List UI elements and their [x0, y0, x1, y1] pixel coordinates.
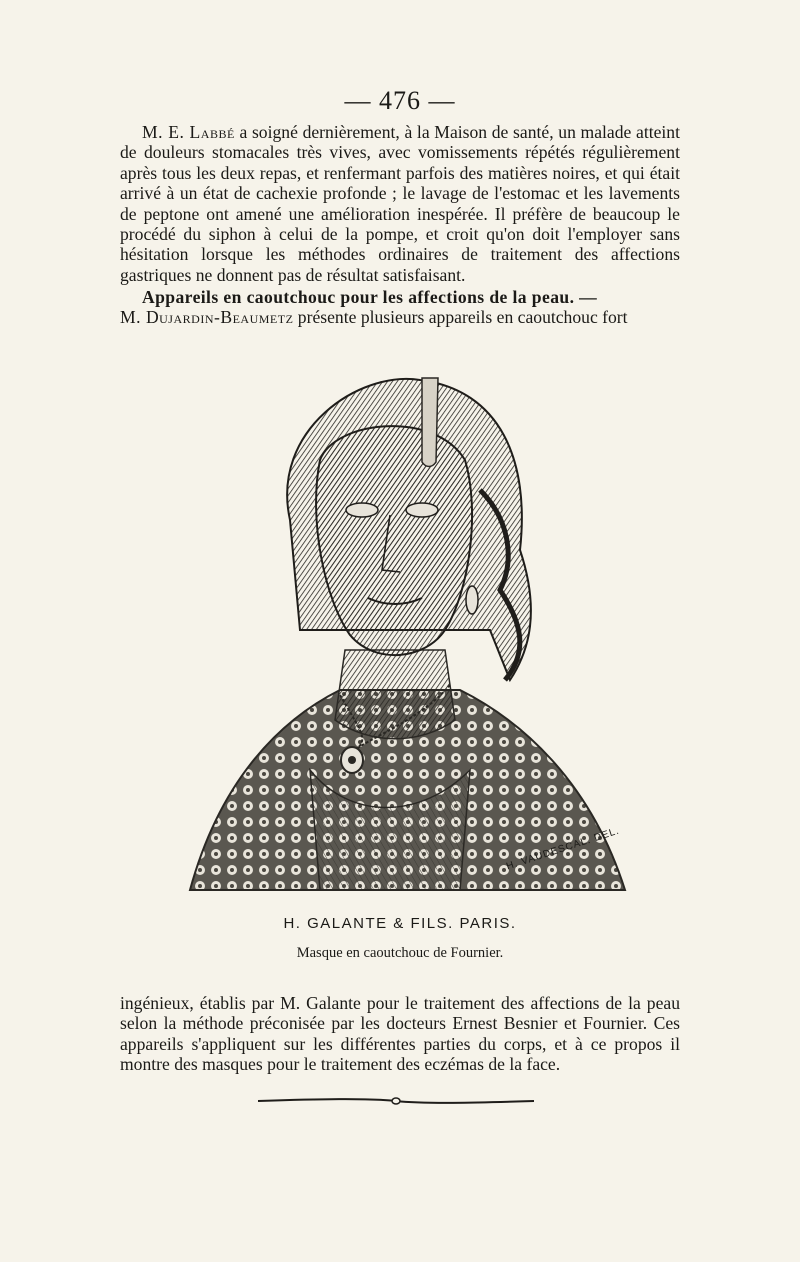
engraver-signature: H. VAUDESCAL. DEL.	[505, 825, 622, 873]
paragraph-labbe-text: a soigné dernièrement, à la Maison de santé, un malade atteint de douleurs stomacales très vives, avec vomissements répétés régulièrement après tous les deux repas, et renfermant parfois des matières noires, et qui était arrivé à un état de cachexie profonde ; le lavage de l'estomac et les lavements de peptone ont amené une amélioration inespérée. Il préfère de beaucoup le procédé du siphon à celui de la pompe, et croit qu'on doit l'employer sans hésitation lorsque les méthodes ordinaires de traitement des affections gastriques ne donnent pas de résultat satisfaisant.	[120, 122, 680, 285]
engraving-rubber-mask-portrait	[160, 350, 640, 925]
author-labbe: M. E. Labbé	[142, 122, 235, 142]
author-dujardin-beaumetz: M. Dujardin-Beaumetz	[120, 307, 294, 328]
page-number: — 476 —	[344, 86, 456, 115]
figure-imprint: H. GALANTE & FILS. PARIS.	[283, 915, 517, 932]
end-ornament	[258, 1096, 534, 1106]
paragraph-labbe	[120, 122, 680, 285]
paragraph-appareils-text: présente plusieurs appareils en caoutchouc fort	[293, 307, 628, 328]
section-heading: Appareils en caoutchouc pour les affections de la peau. —	[142, 287, 598, 307]
paragraph-appareils	[120, 287, 680, 328]
paragraph-continued: ingénieux, établis par M. Galante pour le traitement des affections de la peau selon la méthode préconisée par les docteurs Ernest Besnier et Fournier. Ces appareils s'appliquent sur les différentes parties du corps, et à ce propos il montre des masques pour le traitement des eczémas de la face.	[120, 993, 680, 1075]
figure-caption: Masque en caoutchouc de Fournier.	[296, 945, 504, 961]
